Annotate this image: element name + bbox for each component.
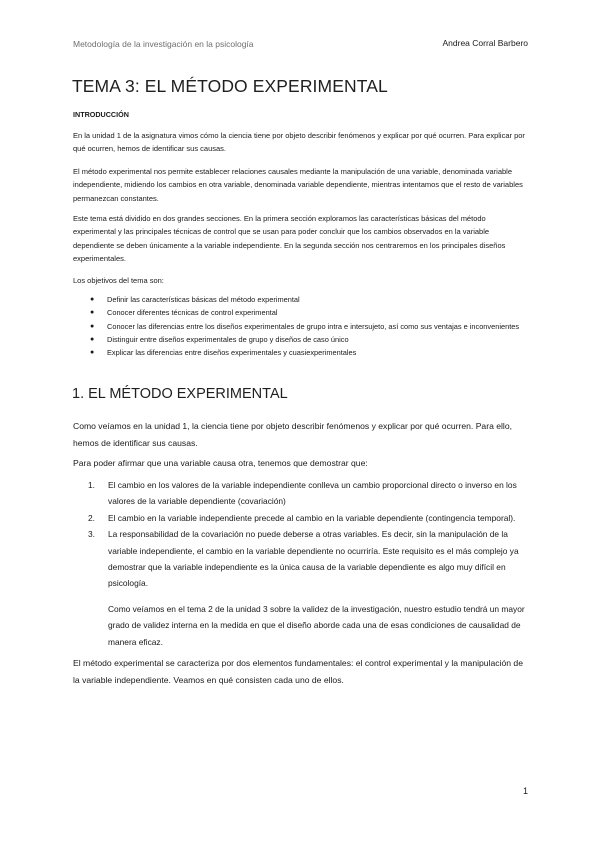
bullet-icon: ●: [90, 335, 95, 343]
section-heading: 1. EL MÉTODO EXPERIMENTAL: [72, 386, 288, 402]
list-item: 2. El cambio en la variable independiente precede al cambio en la variable dependiente (contingencia temporal).: [88, 512, 516, 523]
list-item: 1. El cambio en los valores de la variable independiente conlleva un cambio proporcional directo o inverso en los valores de la variable dependiente (covariación): [88, 480, 517, 507]
header-course-title: Metodología de la investigación en la psicología: [73, 39, 254, 49]
section-paragraph-2: Para poder afirmar que una variable causa otra, tenemos que demostrar que:: [73, 458, 368, 468]
list-item: ● Distinguir entre diseños experimentales de grupo y diseños de caso único: [73, 333, 529, 346]
header-author: Andrea Corral Barbero: [442, 38, 528, 48]
objectives-label: Los objetivos del tema son:: [73, 276, 164, 285]
intro-paragraph-3: Este tema está dividido en dos grandes secciones. En la primera sección exploramos las características básicas del método experimental y las principales técnicas de control que se usan para poder concluir que los cambios observados en la variable dependiente se deben únicamente a la variable independiente. En la segunda sección nos centraremos en los principales diseños experimentales.: [73, 214, 506, 263]
bullet-icon: ●: [90, 296, 95, 303]
list-item: 3. La responsabilidad de la covariación no puede deberse a otras variables. Es decir, sin la manipulación de la variable independiente, el cambio en la variable dependiente no ocurriría. Este requisito es el más complejo ya demostrar que la variable independiente es la única causa de la variable dependiente es algo muy difícil en psicología.: [88, 529, 519, 589]
section-paragraph-3: El método experimental se caracteriza por dos elementos fundamentales: el control experimental y la manipulación de la variable independiente. Veamos en qué consisten cada uno de ellos.: [73, 658, 523, 685]
intro-paragraph-1: En la unidad 1 de la asignatura vimos cómo la ciencia tiene por objeto describir fenómenos y explicar por qué ocurren. Para explicar por qué ocurren, hemos de identificar sus causas.: [73, 131, 525, 154]
conditions-list: [73, 477, 531, 592]
list-item: ● Conocer las diferencias entre los diseños experimentales de grupo intra e intersujeto, así como sus ventajas e inconvenientes: [73, 320, 529, 333]
bullet-icon: ●: [90, 349, 95, 357]
indented-paragraph: Como veíamos en el tema 2 de la unidad 3 sobre la validez de la investigación, nuestro estudio tendrá un mayor grado de validez interna en la medida en que el diseño aborde cada una de esas condiciones de causalidad de manera eficaz.: [108, 604, 525, 647]
page-number: 1: [522, 786, 528, 796]
section-paragraph-1: Como veíamos en la unidad 1, la ciencia tiene por objeto describir fenómenos y explicar por qué ocurren. Para ello, hemos de identificar sus causas.: [73, 421, 513, 448]
intro-heading: INTRODUCCIÓN: [73, 110, 129, 119]
objectives-list: [73, 293, 529, 359]
intro-paragraph-2: El método experimental nos permite establecer relaciones causales mediante la manipulación de una variable, denominada variable independiente, midiendo los cambios en otra variable, denominada variable dependiente, mientras intentamos que el resto de variables permanezcan constantes.: [73, 167, 523, 203]
document-title: TEMA 3: EL MÉTODO EXPERIMENTAL: [72, 76, 388, 96]
list-item: ● Conocer diferentes técnicas de control experimental: [73, 306, 529, 319]
bullet-icon: ●: [90, 322, 95, 330]
list-item: ● Explicar las diferencias entre diseños experimentales y cuasiexperimentales: [73, 346, 529, 359]
bullet-icon: ●: [90, 309, 95, 317]
list-item: ● Definir las características básicas del método experimental: [73, 293, 529, 306]
